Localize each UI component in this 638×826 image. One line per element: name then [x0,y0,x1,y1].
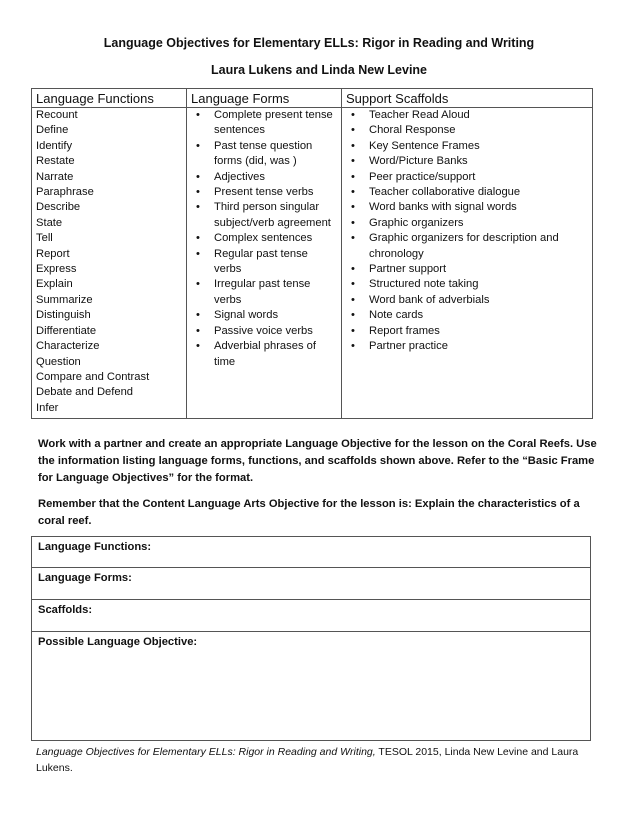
language-forms-field[interactable] [32,568,591,600]
language-objective-field[interactable] [32,632,591,741]
function-item: Tell [36,232,53,245]
function-item: Describe [36,201,81,214]
scaffolds-cell [342,108,593,419]
scaffold-item: • Partner practice [346,339,588,354]
header-language-functions: Language Functions [32,89,187,108]
function-item: Report [36,247,70,260]
function-item: Define [36,124,69,137]
forms-list [191,108,337,370]
scaffolds-label: Scaffolds: [38,604,93,616]
function-item: Debate and Defend [36,386,134,399]
scaffold-item: • Word bank of adverbials [346,293,588,308]
form-item: • Third person singular subject/verb agreement [191,200,337,231]
form-item: • Complete present tense sentences [191,108,337,139]
document-title: Language Objectives for Elementary ELLs: Rigor in Reading and Writing [103,36,535,50]
function-item: Characterize [36,340,100,353]
document-authors: Laura Lukens and Linda New Levine [210,63,428,77]
form-item: • Irregular past tense verbs [191,277,337,308]
language-functions-label: Language Functions: [38,541,152,553]
scaffold-item: • Word banks with signal words [346,200,588,215]
footer-citation [36,744,596,776]
function-item: Recount [36,109,78,121]
scaffold-item: • Word/Picture Banks [346,154,588,169]
scaffold-item: • Partner support [346,262,588,277]
form-item: • Past tense question forms (did, was ) [191,139,337,170]
language-forms-label: Language Forms: [38,572,132,584]
citation-title: Language Objectives for Elementary ELLs: Rigor in Reading and Writing, [36,746,376,758]
language-functions-field[interactable] [32,537,591,568]
scaffold-item: • Teacher collaborative dialogue [346,185,588,200]
scaffold-item: • Graphic organizers for description and chronology [346,231,588,262]
function-item: Compare and Contrast [36,370,150,383]
function-item: Summarize [36,293,93,306]
function-item: Distinguish [36,309,91,322]
form-item: • Regular past tense verbs [191,247,337,278]
function-item: Express [36,263,77,276]
scaffold-item: • Peer practice/support [346,170,588,185]
objective-form [31,536,591,741]
table-body-row [32,108,593,419]
citation-details: TESOL 2015, Linda New Levine and Laura Lukens. [36,746,579,774]
functions-cell [32,108,187,419]
scaffolds-field[interactable] [32,600,591,632]
form-item: • Adjectives [191,170,337,185]
form-item: • Adverbial phrases of time [191,339,337,370]
scaffold-item: • Teacher Read Aloud [346,108,588,123]
function-item: Paraphrase [36,186,94,199]
scaffold-item: • Note cards [346,308,588,323]
form-item: • Passive voice verbs [191,324,337,339]
forms-cell [187,108,342,419]
scaffold-item: • Choral Response [346,123,588,138]
function-item: Infer [36,401,59,414]
table-header-row [32,89,593,108]
function-item: Identify [36,139,73,152]
form-item: • Signal words [191,308,337,323]
instructions-paragraph: Work with a partner and create an appropriate Language Objective for the lesson on the Coral Reefs. Use the information listing language forms, functions, and scaffolds shown above. Refer to the “Basic Frame for Language Objectives” for the format. [38,438,597,484]
function-item: Question [36,355,81,368]
function-item: Narrate [36,170,74,183]
header-language-forms: Language Forms [187,89,342,108]
scaffold-item: • Key Sentence Frames [346,139,588,154]
function-item: State [36,216,63,229]
header-support-scaffolds: Support Scaffolds [342,89,593,108]
content-objective-paragraph: Remember that the Content Language Arts Objective for the lesson is: Explain the characteristics of a coral reef. [38,498,580,527]
function-item: Differentiate [36,324,97,337]
scaffold-item: • Report frames [346,324,588,339]
function-item: Restate [36,155,75,168]
form-item: • Present tense verbs [191,185,337,200]
scaffold-item: • Graphic organizers [346,216,588,231]
scaffold-item: • Structured note taking [346,277,588,292]
scaffolds-list [346,108,588,355]
form-item: • Complex sentences [191,231,337,246]
language-objective-label: Possible Language Objective: [38,636,198,648]
language-table [31,88,593,419]
function-item: Explain [36,278,73,291]
